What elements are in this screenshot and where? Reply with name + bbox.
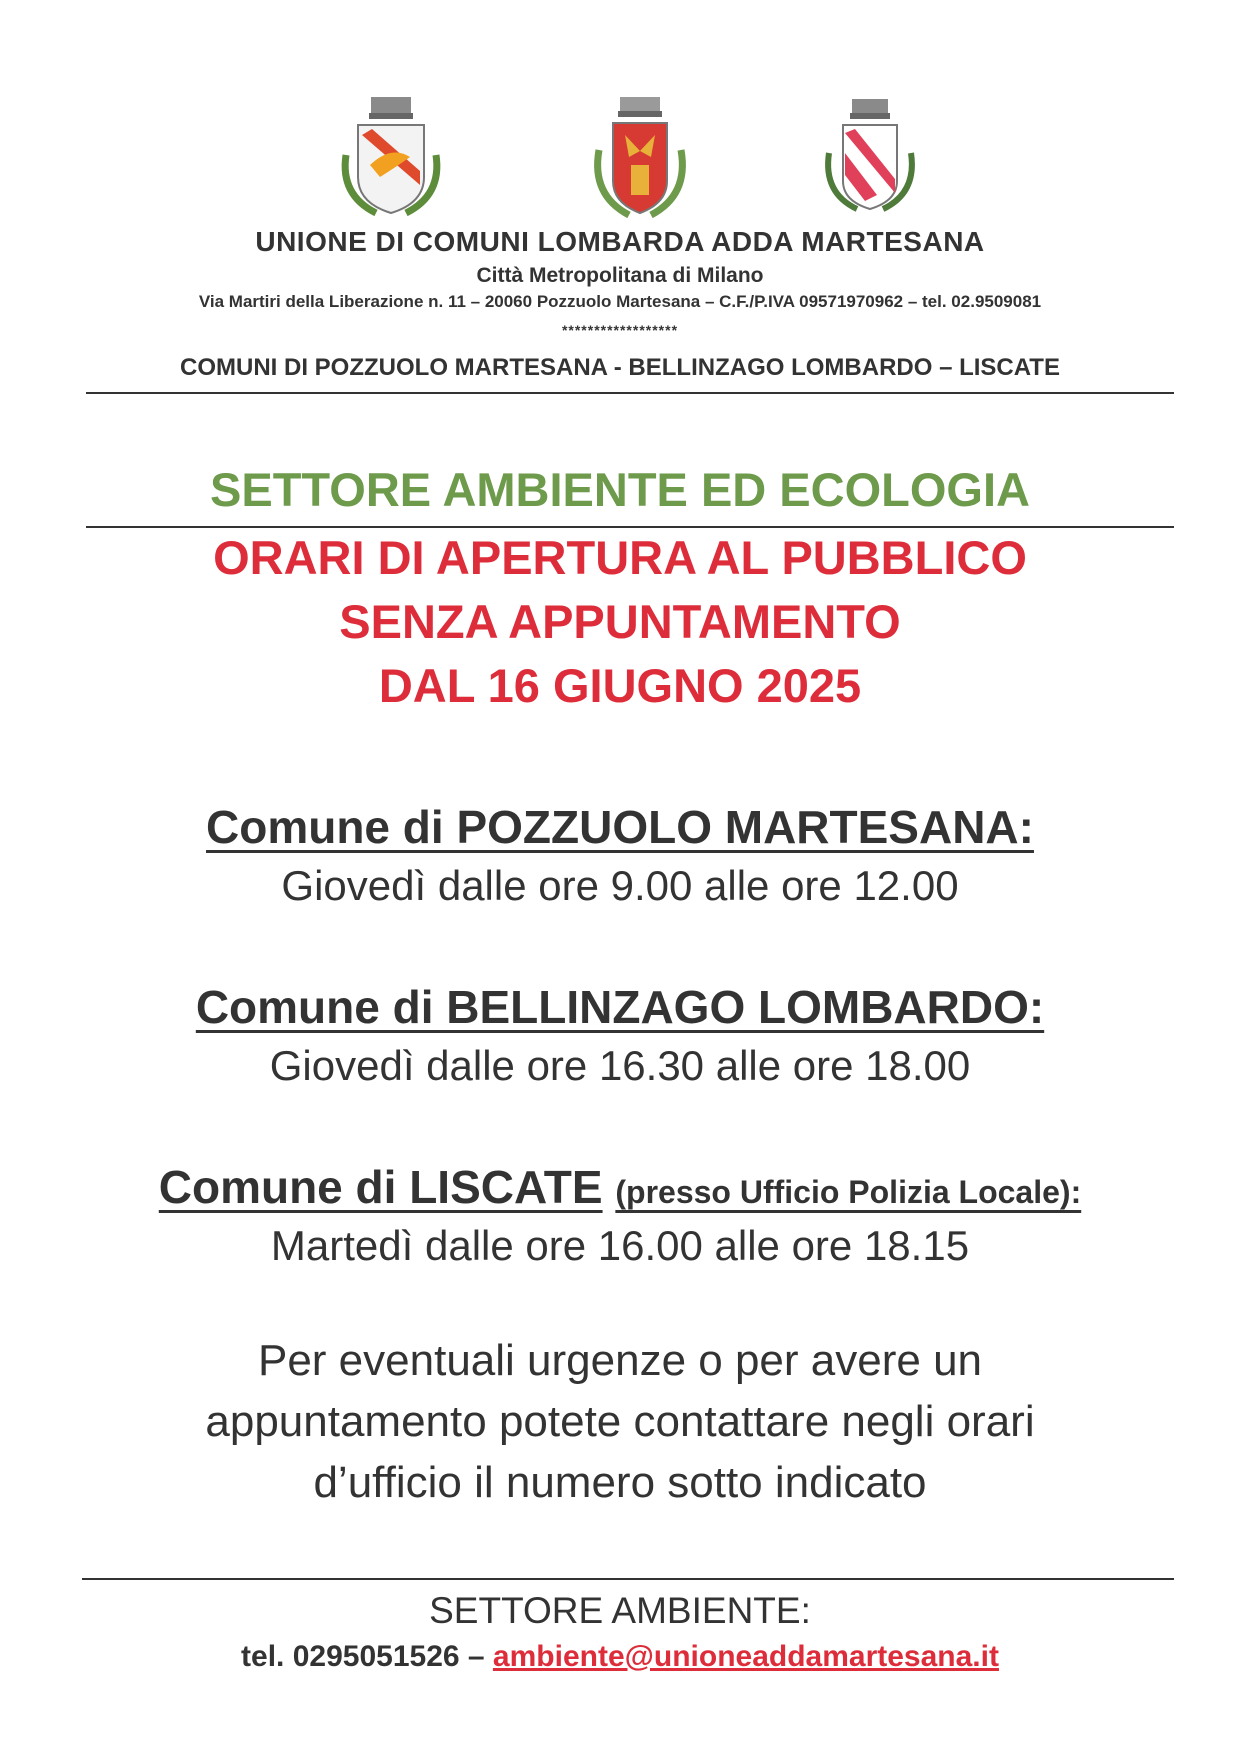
notice-line-2: SENZA APPUNTAMENTO	[339, 595, 901, 648]
comune-liscate-name: Comune di LISCATE	[158, 1161, 603, 1213]
urgent-line-3: d’ufficio il numero sotto indicato	[313, 1458, 927, 1507]
email-link[interactable]: ambiente@unioneaddamartesana.it	[492, 1640, 999, 1673]
star-separator: ******************	[561, 322, 679, 338]
notice-line-1: ORARI DI APERTURA AL PUBBLICO	[213, 531, 1027, 584]
hours-pozzuolo: Giovedì dalle ore 9.00 alle ore 12.00	[281, 862, 959, 909]
header-divider	[86, 392, 1174, 394]
comune-liscate	[0, 1160, 1240, 1214]
footer-phone: tel. 0295051526 –	[241, 1640, 485, 1673]
comune-bellinzago	[0, 980, 1240, 1034]
liscate-crest-icon	[815, 95, 925, 220]
hours-bellinzago: Giovedì dalle ore 16.30 alle ore 18.00	[269, 1042, 971, 1089]
comune-pozzuolo-name: Comune di POZZUOLO MARTESANA:	[206, 801, 1034, 853]
hours-liscate: Martedì dalle ore 16.00 alle ore 18.15	[270, 1222, 970, 1269]
sector-divider	[86, 526, 1174, 528]
pozzuolo-crest-icon	[336, 95, 446, 220]
footer-divider	[82, 1578, 1174, 1580]
address-line: Via Martiri della Liberazione n. 11 – 20060 Pozzuolo Martesana – C.F./P.IVA 09571970962 – tel. 02.9509081	[198, 292, 1042, 311]
sector-title: SETTORE AMBIENTE ED ECOLOGIA	[210, 463, 1030, 516]
urgent-line-2: appuntamento potete contattare negli orari	[205, 1397, 1035, 1446]
comune-liscate-note: (presso Ufficio Polizia Locale):	[615, 1174, 1082, 1210]
comune-bellinzago-name: Comune di BELLINZAGO LOMBARDO:	[195, 981, 1045, 1033]
urgent-line-1: Per eventuali urgenze o per avere un	[257, 1336, 983, 1385]
footer-sector-label: SETTORE AMBIENTE:	[429, 1590, 811, 1631]
comune-pozzuolo	[0, 800, 1240, 854]
union-title: UNIONE DI COMUNI LOMBARDA ADDA MARTESANA	[255, 226, 985, 257]
footer-contact	[0, 1640, 1240, 1674]
urgent-paragraph	[0, 1330, 1240, 1513]
member-comuni: COMUNI DI POZZUOLO MARTESANA - BELLINZAGO LOMBARDO – LISCATE	[180, 354, 1060, 381]
metropolitan-city: Città Metropolitana di Milano	[476, 264, 764, 287]
bellinzago-crest-icon	[585, 95, 695, 220]
notice-line-3: DAL 16 GIUGNO 2025	[378, 659, 862, 712]
